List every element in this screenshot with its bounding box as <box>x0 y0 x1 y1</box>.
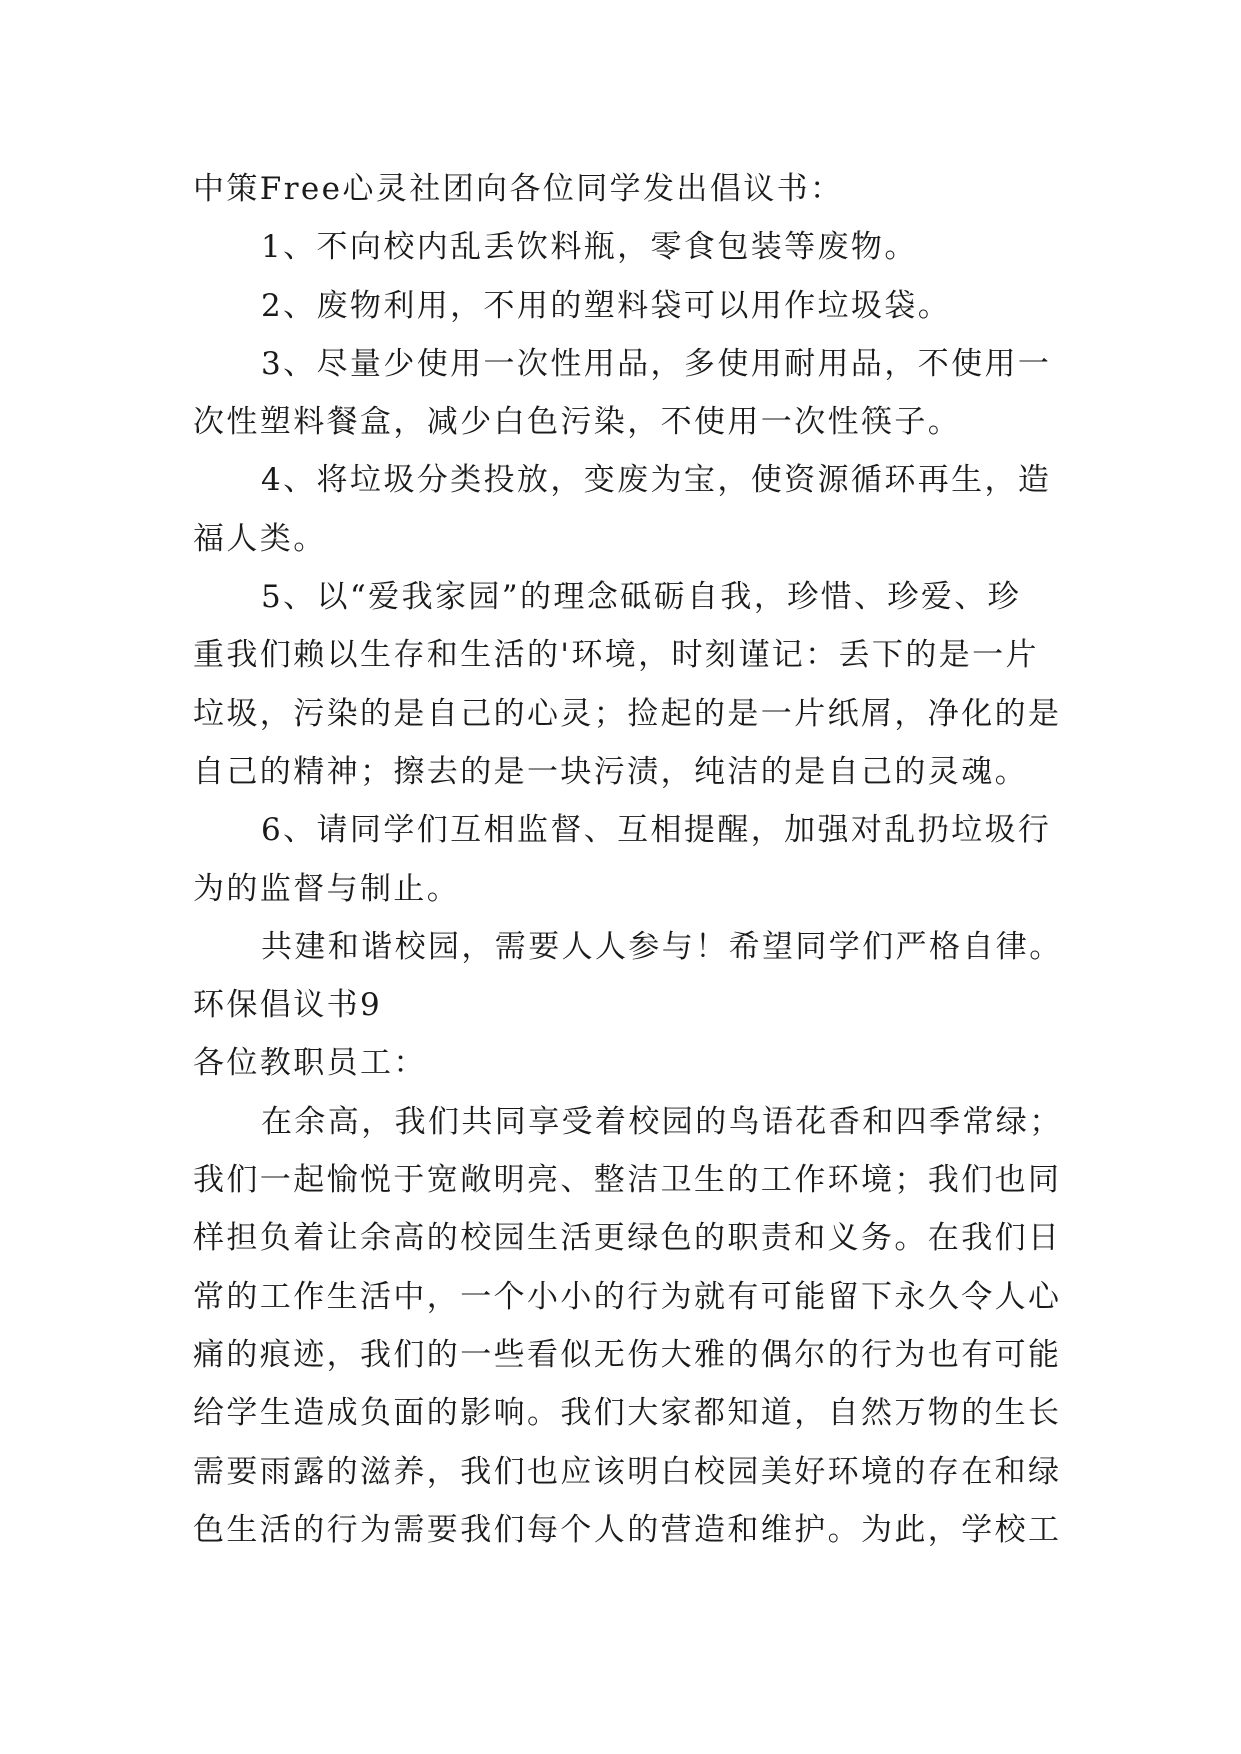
text-line: 我们一起愉悦于宽敞明亮、整洁卫生的工作环境；我们也同 <box>193 1162 1062 1199</box>
text-line: 样担负着让余高的校园生活更绿色的职责和义务。在我们日 <box>193 1220 1062 1257</box>
text-line: 需要雨露的滋养，我们也应该明白校园美好环境的存在和绿 <box>193 1453 1062 1490</box>
text-line: 垃圾，污染的是自己的心灵；捡起的是一片纸屑，净化的是 <box>193 695 1062 732</box>
text-line: 痛的痕迹，我们的一些看似无伤大雅的偶尔的行为也有可能 <box>193 1336 1062 1373</box>
document-body <box>193 160 1063 1559</box>
text-line: 福人类。 <box>193 520 327 557</box>
text-line: 2、废物利用，不用的塑料袋可以用作垃圾袋。 <box>261 287 952 324</box>
text-line: 为的监督与制止。 <box>193 870 461 907</box>
text-line: 重我们赖以生存和生活的'环境，时刻谨记：丢下的是一片 <box>193 637 1039 674</box>
text-line: 共建和谐校园，需要人人参与！希望同学们严格自律。 <box>261 928 1063 965</box>
text-line: 5、以“爱我家园”的理念砥砺自我，珍惜、珍爱、珍 <box>261 579 1022 616</box>
text-line: 色生活的行为需要我们每个人的营造和维护。为此，学校工 <box>193 1511 1062 1548</box>
text-line: 次性塑料餐盒，减少白色污染，不使用一次性筷子。 <box>193 404 962 441</box>
text-line: 中策Free心灵社团向各位同学发出倡议书： <box>193 171 844 207</box>
salutation: 各位教职员工： <box>193 1045 427 1082</box>
text-line: 在余高，我们共同享受着校园的鸟语花香和四季常绿； <box>261 1103 1063 1140</box>
section-title: 环保倡议书9 <box>193 987 383 1024</box>
text-line: 自己的精神；擦去的是一块污渍，纯洁的是自己的灵魂。 <box>193 753 1028 790</box>
text-line: 3、尽量少使用一次性用品，多使用耐用品，不使用一 <box>261 345 1052 382</box>
text-line: 4、将垃圾分类投放，变废为宝，使资源循环再生，造 <box>261 462 1052 499</box>
text-line: 6、请同学们互相监督、互相提醒，加强对乱扔垃圾行 <box>261 812 1052 849</box>
text-line: 常的工作生活中，一个小小的行为就有可能留下永久令人心 <box>193 1278 1062 1315</box>
text-line: 1、不向校内乱丢饮料瓶，零食包装等废物。 <box>261 229 918 266</box>
text-line: 给学生造成负面的影响。我们大家都知道，自然万物的生长 <box>193 1395 1062 1432</box>
